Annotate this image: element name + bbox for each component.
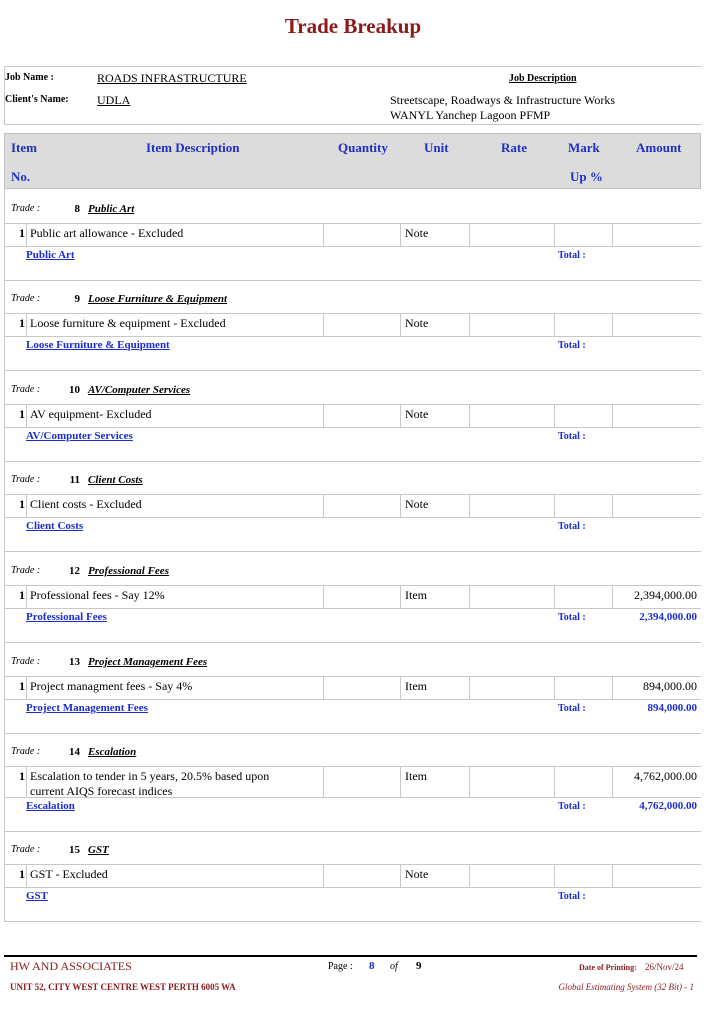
item-number: 1	[19, 407, 25, 421]
trade-summary-link[interactable]: Client Costs	[26, 520, 84, 532]
column-divider	[400, 864, 401, 887]
trade-summary-link[interactable]: Professional Fees	[26, 611, 107, 623]
trade-number: 8	[74, 203, 80, 215]
column-divider	[323, 864, 324, 887]
trade-summary-link[interactable]: GST	[26, 890, 49, 902]
item-amount: 4,762,000.00	[634, 769, 697, 783]
item-number: 1	[19, 316, 25, 330]
item-description: Loose furniture & equipment - Excluded	[30, 316, 226, 330]
client-name-label: Client's Name:	[5, 94, 69, 105]
trade-summary-link[interactable]: Project Management Fees	[26, 702, 148, 714]
row-divider	[4, 223, 701, 224]
col-mark: Mark	[568, 140, 600, 155]
trade-summary-link[interactable]: Escalation	[26, 800, 75, 812]
column-divider	[323, 494, 324, 517]
item-description-line2: current AIQS forecast indices	[30, 784, 173, 798]
item-number: 1	[19, 497, 25, 511]
trade-section	[4, 643, 701, 733]
column-divider	[554, 404, 555, 427]
trade-summary-link[interactable]: Loose Furniture & Equipment	[26, 339, 170, 351]
footer-total-pages: 9	[416, 960, 422, 972]
item-number: 1	[19, 867, 25, 881]
job-name-value: ROADS INFRASTRUCTURE	[97, 71, 247, 85]
column-divider	[554, 766, 555, 797]
column-divider	[554, 864, 555, 887]
row-divider	[4, 336, 701, 337]
footer-date-label: Date of Printing:	[579, 963, 637, 972]
column-divider	[323, 585, 324, 608]
row-divider	[4, 404, 701, 405]
footer-divider	[4, 955, 697, 957]
trade-section	[4, 280, 701, 370]
trade-number: 13	[69, 656, 80, 668]
row-divider	[4, 246, 701, 247]
row-divider	[4, 313, 701, 314]
table-header	[4, 133, 701, 189]
column-divider	[400, 676, 401, 699]
row-divider	[4, 517, 701, 518]
trade-label: Trade :	[11, 293, 41, 304]
item-description: Project managment fees - Say 4%	[30, 679, 193, 693]
item-description: Client costs - Excluded	[30, 497, 142, 511]
total-label: Total :	[558, 340, 586, 351]
column-divider	[469, 223, 470, 246]
total-label: Total :	[558, 612, 586, 623]
item-unit: Item	[405, 679, 427, 693]
trade-name: AV/Computer Services	[88, 384, 191, 396]
column-divider	[26, 313, 27, 336]
job-description-line2: WANYL Yanchep Lagoon PFMP	[390, 108, 551, 122]
item-unit: Item	[405, 769, 427, 783]
col-no: No.	[11, 169, 31, 184]
total-label: Total :	[558, 521, 586, 532]
footer-date: 26/Nov/24	[645, 962, 684, 972]
trade-label: Trade :	[11, 656, 41, 667]
column-divider	[400, 766, 401, 797]
total-label: Total :	[558, 801, 586, 812]
trade-number: 11	[69, 474, 80, 486]
row-divider	[4, 887, 701, 888]
item-description: GST - Excluded	[30, 867, 108, 881]
row-divider	[4, 864, 701, 865]
column-divider	[469, 766, 470, 797]
job-description-label: Job Description	[509, 73, 577, 84]
row-divider	[4, 585, 701, 586]
column-divider	[469, 585, 470, 608]
column-divider	[26, 864, 27, 887]
item-description: Escalation to tender in 5 years, 20.5% based upon	[30, 769, 270, 783]
column-divider	[612, 585, 613, 608]
column-divider	[612, 864, 613, 887]
column-divider	[612, 313, 613, 336]
trade-number: 15	[69, 844, 80, 856]
item-description: Professional fees - Say 12%	[30, 588, 165, 602]
trade-section	[4, 733, 701, 823]
column-divider	[469, 313, 470, 336]
column-divider	[323, 223, 324, 246]
trade-name: Project Management Fees	[88, 656, 208, 668]
footer-system: Global Estimating System (32 Bit) - 1	[558, 982, 694, 992]
footer-address: UNIT 52, CITY WEST CENTRE WEST PERTH 6005 WA	[10, 982, 236, 992]
col-item: Item	[11, 140, 37, 155]
trade-section	[4, 461, 701, 551]
footer-of: of	[390, 961, 398, 972]
trade-name: Professional Fees	[88, 565, 169, 577]
trade-name: Client Costs	[88, 474, 143, 486]
item-description: AV equipment- Excluded	[30, 407, 152, 421]
row-divider	[4, 699, 701, 700]
item-unit: Note	[405, 316, 429, 330]
column-divider	[554, 676, 555, 699]
trade-number: 14	[69, 746, 80, 758]
trade-number: 10	[69, 384, 80, 396]
column-divider	[400, 404, 401, 427]
column-divider	[26, 766, 27, 797]
item-number: 1	[19, 679, 25, 693]
trade-name: Loose Furniture & Equipment	[88, 293, 228, 305]
column-divider	[323, 313, 324, 336]
trade-label: Trade :	[11, 746, 41, 757]
trade-section	[4, 552, 701, 642]
trade-summary-link[interactable]: AV/Computer Services	[26, 430, 133, 442]
footer-page-label: Page :	[328, 961, 353, 972]
column-divider	[400, 313, 401, 336]
column-divider	[26, 223, 27, 246]
item-unit: Item	[405, 588, 427, 602]
column-divider	[469, 404, 470, 427]
item-amount: 2,394,000.00	[634, 588, 697, 602]
trade-number: 12	[69, 565, 80, 577]
item-description: Public art allowance - Excluded	[30, 226, 184, 240]
item-unit: Note	[405, 867, 429, 881]
column-divider	[323, 766, 324, 797]
column-divider	[469, 494, 470, 517]
col-unit: Unit	[424, 140, 449, 155]
row-divider	[4, 676, 701, 677]
trade-name: Public Art	[88, 203, 135, 215]
total-label: Total :	[558, 703, 586, 714]
column-divider	[400, 223, 401, 246]
item-number: 1	[19, 226, 25, 240]
col-rate: Rate	[501, 140, 527, 155]
page-title: Trade Breakup	[284, 14, 422, 38]
row-divider	[4, 608, 701, 609]
column-divider	[323, 676, 324, 699]
row-divider	[4, 766, 701, 767]
column-divider	[554, 223, 555, 246]
column-divider	[554, 585, 555, 608]
column-divider	[612, 766, 613, 797]
column-divider	[612, 404, 613, 427]
column-divider	[469, 864, 470, 887]
trade-section	[4, 831, 701, 921]
job-description-line1: Streetscape, Roadways & Infrastructure Works	[390, 93, 616, 107]
item-number: 1	[19, 769, 25, 783]
col-description: Item Description	[146, 140, 240, 155]
col-up: Up %	[570, 169, 603, 184]
trade-name: GST	[88, 844, 109, 856]
trade-summary-link[interactable]: Public Art	[26, 249, 75, 261]
trade-label: Trade :	[11, 203, 41, 214]
item-unit: Note	[405, 226, 429, 240]
trade-label: Trade :	[11, 565, 41, 576]
column-divider	[26, 494, 27, 517]
column-divider	[469, 676, 470, 699]
total-label: Total :	[558, 891, 586, 902]
trade-total-amount: 4,762,000.00	[639, 800, 697, 812]
trade-total-amount: 2,394,000.00	[639, 611, 697, 623]
trade-name: Escalation	[88, 746, 137, 758]
item-unit: Note	[405, 497, 429, 511]
trade-number: 9	[74, 293, 80, 305]
column-divider	[612, 223, 613, 246]
column-divider	[26, 676, 27, 699]
footer-company: HW AND ASSOCIATES	[10, 959, 132, 973]
trade-total-amount: 894,000.00	[647, 702, 697, 714]
item-amount: 894,000.00	[643, 679, 697, 693]
column-divider	[612, 494, 613, 517]
job-name-label: Job Name :	[5, 72, 54, 83]
total-label: Total :	[558, 431, 586, 442]
column-divider	[400, 494, 401, 517]
column-divider	[26, 585, 27, 608]
footer-page-number: 8	[369, 960, 375, 972]
job-info-box	[4, 66, 702, 125]
trade-label: Trade :	[11, 474, 41, 485]
trade-label: Trade :	[11, 384, 41, 395]
column-divider	[400, 585, 401, 608]
section-divider	[4, 921, 701, 922]
col-amount: Amount	[636, 140, 682, 155]
column-divider	[554, 313, 555, 336]
row-divider	[4, 494, 701, 495]
col-quantity: Quantity	[338, 140, 388, 155]
column-divider	[323, 404, 324, 427]
item-unit: Note	[405, 407, 429, 421]
column-divider	[26, 404, 27, 427]
trade-section	[4, 190, 701, 280]
column-divider	[554, 494, 555, 517]
item-number: 1	[19, 588, 25, 602]
client-name-value: UDLA	[97, 93, 131, 107]
column-divider	[612, 676, 613, 699]
trade-section	[4, 371, 701, 461]
total-label: Total :	[558, 250, 586, 261]
trade-label: Trade :	[11, 844, 41, 855]
row-divider	[4, 427, 701, 428]
